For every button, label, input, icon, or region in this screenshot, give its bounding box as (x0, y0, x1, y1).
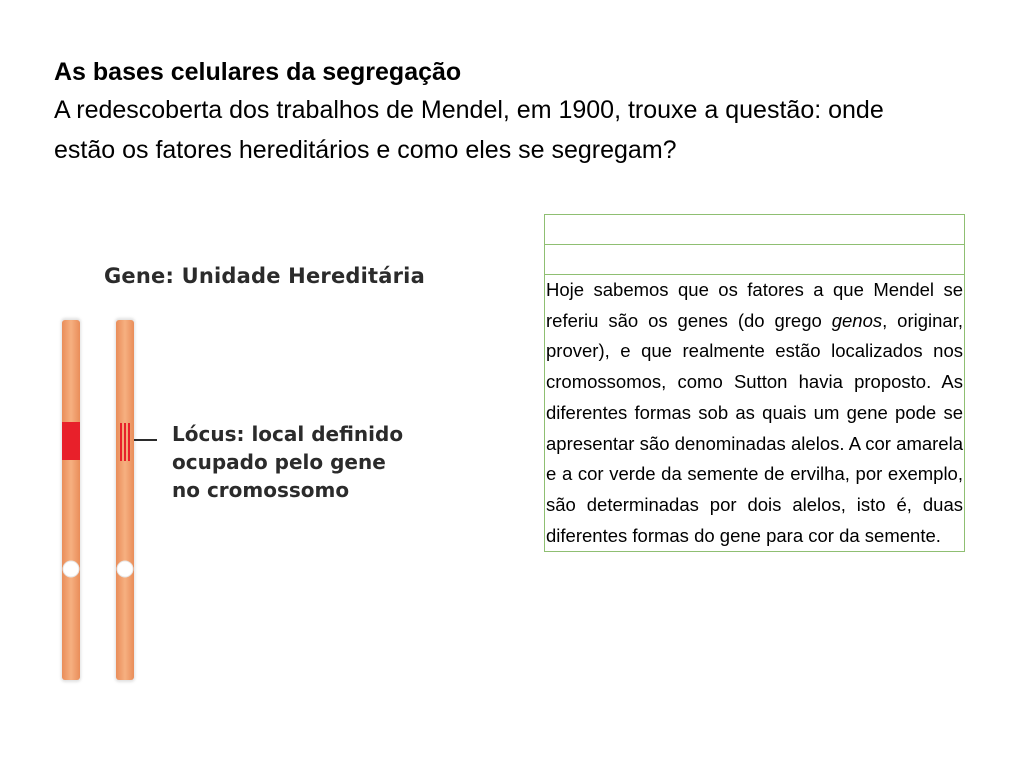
table-row (545, 275, 965, 552)
genes-paragraph (545, 275, 965, 552)
chromosome-figure (54, 250, 474, 690)
locus-label-line: no cromossomo (172, 478, 350, 502)
locus-label (172, 420, 403, 504)
paragraph-italic-term: genos (831, 309, 883, 331)
chromosome-right (115, 318, 135, 682)
slide-heading (54, 54, 934, 170)
info-table (544, 214, 965, 552)
slide-intro: A redescoberta dos trabalhos de Mendel, em 1900, trouxe a questão: onde estão os fatores hereditários e como eles se segregam? (54, 96, 884, 164)
locus-line-3 (128, 423, 130, 461)
table-row (545, 245, 965, 275)
locus-line-2 (124, 423, 126, 461)
empty-cell (545, 245, 965, 275)
locus-band-left (62, 422, 80, 460)
locus-label-line: Lócus: local definido (172, 422, 404, 446)
table-row (545, 215, 965, 245)
slide-title: As bases celulares da segregação (54, 58, 462, 86)
empty-cell (545, 215, 965, 245)
paragraph-text-end: , originar, prover), e que realmente estão localizados nos cromossomos, como Sutton havia proposto. As diferentes formas sob as quais um gene pode se apresentar são denominadas alelos. A cor amarela e a cor verde da semente de ervilha, por exemplo, são determinadas por dois alelos, isto é, duas diferentes formas do gene para cor da semente. (546, 309, 963, 546)
chromosome-left (61, 318, 81, 682)
paragraph-text-start: Hoje sabemos que os fatores a que Mendel se referiu são os genes (do grego (546, 279, 963, 331)
locus-label-line: ocupado pelo gene (172, 450, 386, 474)
centromere-right (117, 561, 133, 577)
figure-title: Gene: Unidade Hereditária (104, 264, 425, 288)
centromere-left (63, 561, 79, 577)
locus-line-1 (120, 423, 122, 461)
